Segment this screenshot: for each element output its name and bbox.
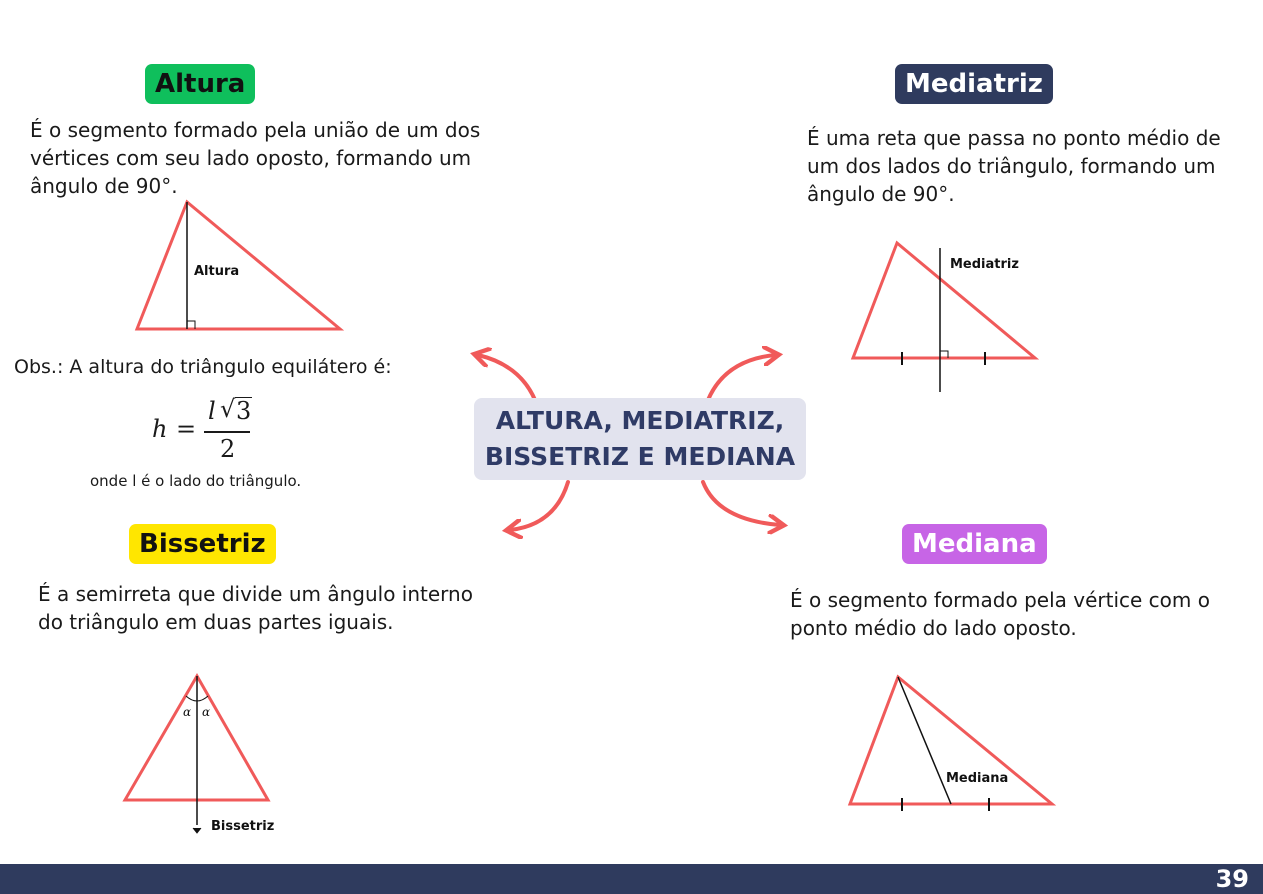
mediana-title: Mediana [912,529,1037,559]
altura-line-1: É o segmento formado pela união de um dos [30,118,481,142]
mediatriz-title: Mediatriz [905,69,1043,99]
mediatriz-line-1: É uma reta que passa no ponto médio de [807,126,1221,150]
bissetriz-line-1: É a semirreta que divide um ângulo interno [38,582,473,606]
bissetriz-figure-label: Bissetriz [211,819,275,834]
formula-numerator-sqrt: 3 [236,397,252,425]
bissetriz-title: Bissetriz [139,529,266,559]
bissetriz-angle-right: α [202,705,211,719]
mediatriz-line-2: um dos lados do triângulo, formando um [807,154,1216,178]
bissetriz-line-2: do triângulo em duas partes iguais. [38,610,394,634]
formula-numerator-l: l [208,397,216,425]
bissetriz-angle-left: α [183,705,192,719]
central-topic-line-2: BISSETRIZ E MEDIANA [484,442,796,471]
altura-line-3: ângulo de 90°. [30,174,178,198]
mediana-figure-label: Mediana [946,771,1009,786]
mediatriz-line-3: ângulo de 90°. [807,182,955,206]
mediatriz-figure-label: Mediatriz [950,257,1019,272]
formula-lhs: h [152,415,168,443]
obs-note: onde l é o lado do triângulo. [90,472,302,490]
mediana-line-1: É o segmento formado pela vértice com o [790,588,1210,612]
altura-title: Altura [155,69,246,99]
formula-equals: = [176,415,197,443]
altura-figure-label: Altura [194,264,240,279]
altura-line-2: vértices com seu lado oposto, formando um [30,146,472,170]
page-number: 39 [1215,865,1249,893]
sqrt-symbol-icon: √ [220,395,236,423]
formula-denominator: 2 [220,435,236,463]
central-topic-line-1: ALTURA, MEDIATRIZ, [495,406,785,435]
mediana-line-2: ponto médio do lado oposto. [790,616,1077,640]
obs-text: Obs.: A altura do triângulo equilátero é: [14,356,392,378]
mediana-segment [898,677,951,804]
footer-bar [0,864,1263,894]
